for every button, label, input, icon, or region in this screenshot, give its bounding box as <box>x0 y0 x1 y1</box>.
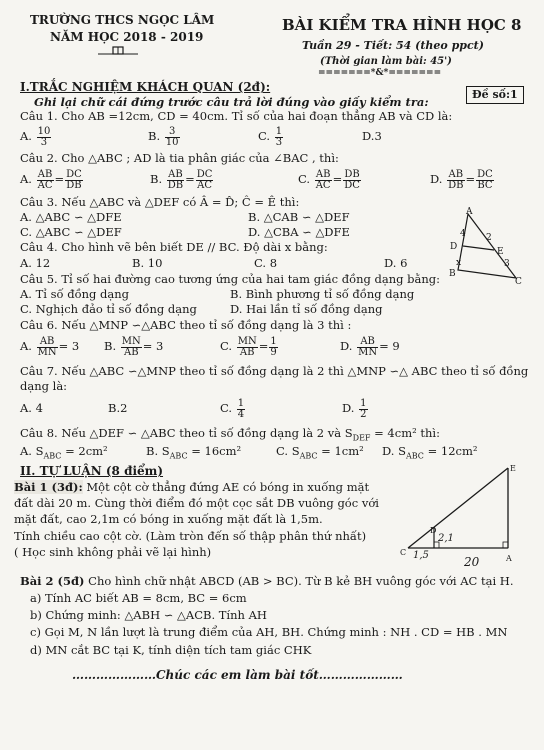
q4-option-a: A. 12 <box>20 256 51 270</box>
q2-option-c: C. $\frac{AB}{AC}$ = $\frac{DB}{DC}$ <box>298 168 360 191</box>
q2-option-a: A. $\frac{AB}{AC}$ = $\frac{DC}{DB}$ <box>20 168 82 191</box>
school-logo-icon <box>98 45 138 57</box>
q3-option-b: B. △CAB ∽ △DEF <box>248 210 350 224</box>
header-decor: =======*&*======= <box>318 68 442 78</box>
q8-option-b: B. $S_{ABC} = 16cm^2$ <box>146 444 242 461</box>
q1-option-d: D.3 <box>362 129 382 143</box>
flagpole-figure <box>408 464 518 554</box>
exam-title: BÀI KIỂM TRA HÌNH HỌC 8 <box>282 16 522 34</box>
q7-option-a: A. 4 <box>20 401 43 415</box>
q5-option-a: A. Tỉ số đồng dạng <box>20 287 130 301</box>
q8-text: Câu 8. Nếu △DEF ∽ △ABC theo tỉ số đồng dạng là 2 và $S_{DEF} = 4cm^2$ thì: <box>20 426 440 443</box>
school-year: NĂM HỌC 2018 - 2019 <box>50 30 204 44</box>
q4-text: Câu 4. Cho hình vẽ bên biết DE // BC. Độ dài x bằng: <box>20 240 328 254</box>
fig-label-e: E <box>497 247 504 257</box>
fig-label-4: 4 <box>460 229 466 239</box>
bai1-line5: ( Học sinh không phải vẽ lại hình) <box>14 545 212 559</box>
q8-option-d: D. $S_{ABC} = 12cm^2$ <box>382 444 478 461</box>
bai2-part-c: c) Gọi M, N lần lượt là trung điểm của AH, BH. Chứng minh : NH . CD = HB . MN <box>30 625 508 639</box>
q3-option-d: D. △CBA ∽ △DFE <box>248 225 350 239</box>
fig-label-d: D <box>450 242 458 252</box>
fig1-label-d: D <box>430 526 437 535</box>
q5-option-b: B. Bình phương tỉ số đồng dạng <box>230 287 415 301</box>
q4-option-d: D. 6 <box>384 256 408 270</box>
part2-title: II. TỰ LUẬN (8 điểm) <box>20 464 164 478</box>
fig-label-c: C <box>515 277 522 287</box>
closing-message: …………………Chúc các em làm bài tốt………………… <box>72 668 403 682</box>
q2-option-d: D. $\frac{AB}{DB}$ = $\frac{DC}{BC}$ <box>430 168 493 191</box>
fig-label-b: B <box>449 269 456 279</box>
fig-label-3: 3 <box>504 259 510 269</box>
time-limit: (Thời gian làm bài: 45') <box>320 56 452 67</box>
q3-option-c: C. △ABC ∽ △DEF <box>20 225 122 239</box>
q7-option-b: B.2 <box>108 401 128 415</box>
bai1-line1: Bài 1 (3đ): Một cột cờ thẳng đứng AE có bóng in xuống mặt <box>14 480 370 494</box>
q1-option-b: B. $\frac{3}{10}$ <box>148 125 179 148</box>
bai2-part-a: a) Tính AC biết AB = 8cm, BC = 6cm <box>30 591 247 605</box>
week-line: Tuần 29 - Tiết: 54 (theo ppct) <box>302 39 484 52</box>
fig1-label-height: 2,1 <box>438 533 454 544</box>
q1-text: Câu 1. Cho AB =12cm, CD = 40cm. Tỉ số của hai đoạn thẳng AB và CD là: <box>20 109 453 123</box>
q7-text-line1: Câu 7. Nếu △ABC ∽△MNP theo tỉ số đồng dạng là 2 thì △MNP ∽△ ABC theo tỉ số đồng <box>20 364 529 378</box>
fig-label-x: x <box>456 258 462 268</box>
q6-text: Câu 6. Nếu △MNP ∽△ABC theo tỉ số đồng dạng là 3 thì : <box>20 318 352 332</box>
q8-option-a: A. $S_{ABC} = 2cm^2$ <box>20 444 108 461</box>
q4-option-c: C. 8 <box>254 256 278 270</box>
fig1-label-length: 20 <box>464 555 480 569</box>
q3-text: Câu 3. Nếu △ABC và △DEF có Â = D̂; Ĉ = Ê thì: <box>20 195 300 209</box>
school-name: TRƯỜNG THCS NGỌC LÂM <box>30 13 215 27</box>
q8-option-c: C. $S_{ABC} = 1cm^2$ <box>276 444 364 461</box>
q5-option-c: C. Nghịch đảo tỉ số đồng dạng <box>20 302 197 316</box>
q6-option-c: C. $\frac{MN}{AB}$ = $\frac{1}{9}$ <box>220 335 277 358</box>
bai2-part-d: d) MN cắt BC tại K, tính diện tích tam giác CHK <box>30 643 312 657</box>
q2-option-b: B. $\frac{AB}{DB}$ = $\frac{DC}{AC}$ <box>150 168 213 191</box>
q5-text: Câu 5. Tỉ số hai đường cao tương ứng của hai tam giác đồng dạng bằng: <box>20 272 441 286</box>
bai2-part-b: b) Chứng minh: △ABH ∽ △ACB. Tính AH <box>30 608 267 622</box>
q2-text: Câu 2. Cho △ABC ; AD là tia phân giác của ∠BAC , thì: <box>20 151 339 165</box>
fig1-label-shadow: 1,5 <box>413 550 429 561</box>
q7-option-d: D. $\frac{1}{2}$ <box>342 397 367 420</box>
bai1-line3: mặt đất, cao 2,1m có bóng in xuống mặt đất là 1,5m. <box>14 512 323 526</box>
q7-text-line2: dạng là: <box>20 379 68 393</box>
fig-label-2: 2 <box>486 233 492 243</box>
fig-label-a: A <box>466 207 473 217</box>
bai1-line2: đất dài 20 m. Cùng thời điểm đó một cọc sắt DB vuông góc với <box>14 496 379 510</box>
q6-option-b: B. $\frac{MN}{AB}$ = 3 <box>104 335 164 358</box>
q4-option-b: B. 10 <box>132 256 163 270</box>
q1-a-fraction: $\frac{10}{3}$ <box>37 125 51 148</box>
exam-code: Đề số:1 <box>472 88 518 101</box>
bai2-line1: Bài 2 (5đ) Cho hình chữ nhật ABCD (AB > BC). Từ B kẻ BH vuông góc với AC tại H. <box>20 574 514 588</box>
q7-option-c: C. $\frac{1}{4}$ <box>220 397 245 420</box>
fig1-label-c: C <box>400 548 407 557</box>
q6-option-a: A. $\frac{AB}{MN}$ = 3 <box>20 335 80 358</box>
fig1-label-a: A <box>506 554 512 563</box>
q1-option-c: C. $\frac{1}{3}$ <box>258 125 283 148</box>
fig1-label-e: E <box>510 464 516 473</box>
q6-option-d: D. $\frac{AB}{MN}$ = 9 <box>340 335 400 358</box>
q1-option-a: A. $\frac{10}{3}$ <box>20 125 51 148</box>
q3-option-a: A. △ABC ∽ △DFE <box>20 210 122 224</box>
bai1-line4: Tính chiều cao cột cờ. (Làm tròn đến số thập phân thứ nhất) <box>14 529 367 543</box>
part1-title: I.TRẮC NGHIỆM KHÁCH QUAN (2đ): <box>20 80 271 94</box>
q5-option-d: D. Hai lần tỉ số đồng dạng <box>230 302 383 316</box>
exam-code-box <box>466 86 524 104</box>
part1-instruction: Ghi lại chữ cái đứng trước câu trả lời đúng vào giấy kiểm tra: <box>34 95 429 109</box>
